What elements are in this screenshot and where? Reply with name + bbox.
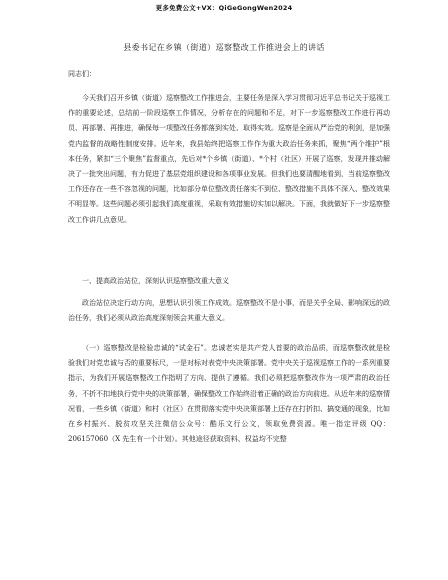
body-paragraph: 政治站位决定行动方向，思想认识引领工作成效。巡察整改不是小事，而是关乎全局、影响深远的政治任务，我们必须从政治高度深刻领会其重大意义。 [68, 299, 390, 323]
intro-paragraph: 今天我们召开乡镇（街道）巡察整改工作推进会，主要任务是深入学习贯彻习近平总书记关于巡视工作的重要论述，总结前一阶段巡察工作情况，分析存在的问题和不足，对下一步巡察整改工作进行再动员、再部署、再推进，确保每一项整改任务都落到实处、取得实效。巡察是全面从严治党的利剑，是加强党内监督的战略性制度安排。近年来，我县始终把巡察工作作为重大政治任务来抓，聚焦“两个维护”根本任务，紧扣“三个聚焦”监督重点，先后对*个乡镇（街道）、*个村（社区）开展了巡察，发现并推动解决了一批突出问题，有力促进了基层党组织建设和各项事业发展。但我们也要清醒地看到，当前巡察整改工作还存在一些不容忽视的问题，比如部分单位整改责任落实不到位、整改措施不具体不深入、整改效果不明显等。这些问题必须引起我们高度重视，采取有效措施切实加以解决。下面，我就做好下一步巡察整改工作讲几点意见。 [68, 94, 390, 224]
salutation: 同志们： [68, 70, 96, 78]
watermark-banner: 更多免费公文+VX：QiGeGongWen2024 [155, 4, 293, 12]
document-title: 县委书记在乡镇（街道）巡察整改工作推进会上的讲话 [123, 43, 325, 52]
subsection-paragraph: （一）巡察整改是检验忠诚的“试金石”。忠诚老实是共产党人首要的政治品质，而巡察整改就是检验我们对党忠诚与否的重要标尺，一是对标对表党中央决策部署。党中央关于巡视巡察工作的一系列重要指示，为我们开展巡察整改工作指明了方向、提供了遵循。我们必须把巡察整改作为一项严肃的政治任务，不折不扣地执行党中央的决策部署，确保整改工作始终沿着正确的政治方向前进。从近年来的巡察情况看，一些乡镇（街道）和村（社区）在贯彻落实党中央决策部署上还存在打折扣、搞变通的现象，比如在乡村振兴、脱贫攻坚关注微信公众号：酷乐文行公文，领取免费资源。唯一指定评级 QQ：206157060（X 先生有一个计划）。其他途径获取资料、权益均不完整 [68, 344, 390, 444]
section-heading: 一、提高政治站位，深刻认识巡察整改重大意义 [82, 277, 229, 285]
